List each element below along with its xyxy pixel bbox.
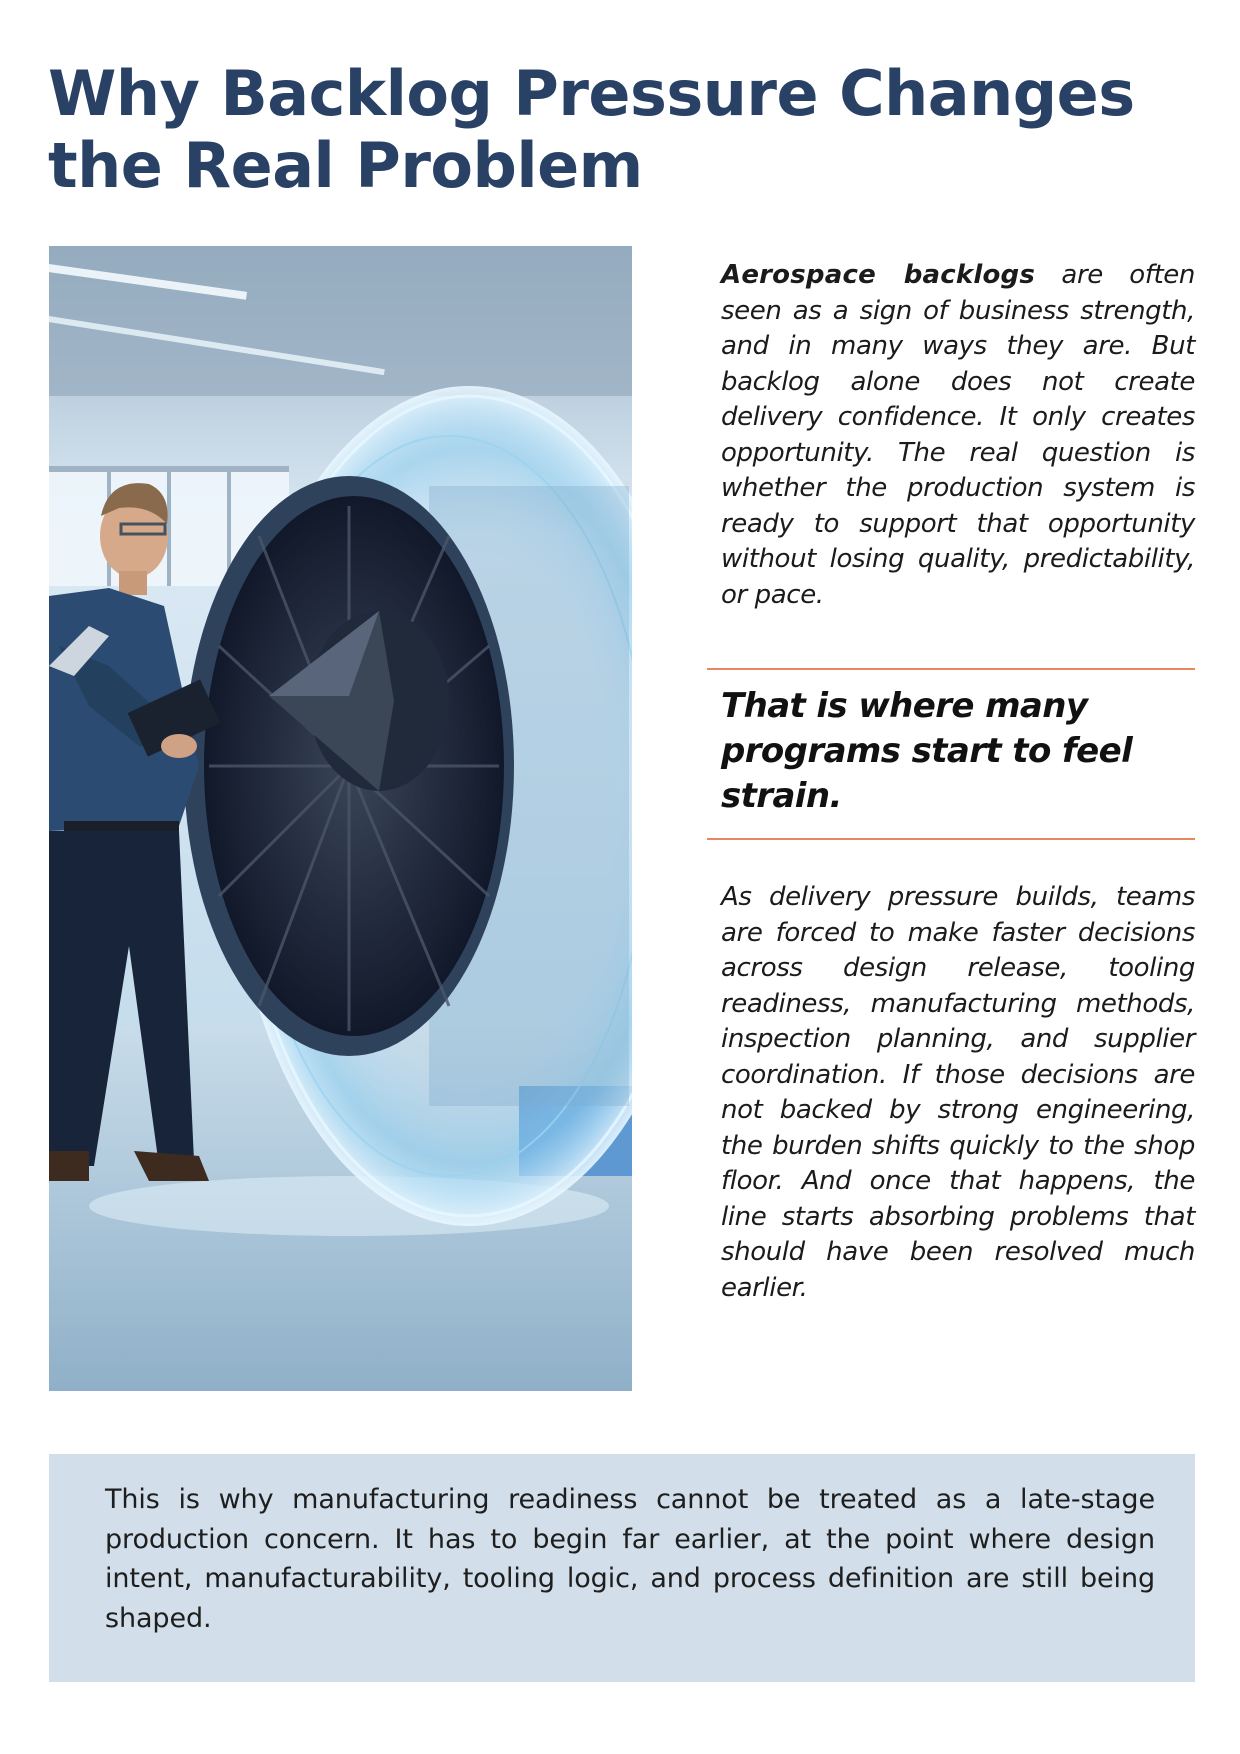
body-paragraph: As delivery pressure builds, teams are forced to make faster decisions across design release, tooling readiness, manufacturing methods, inspection planning, and supplier coordination. If those decisions are not backed by strong engineering, the burden shifts quickly to the shop floor. And once that happens, the line starts absorbing problems that should have been resolved much earlier. [721, 882, 1195, 1303]
pullquote-line-2: programs start to feel [721, 731, 1133, 771]
pullquote-bottom-rule [707, 838, 1195, 840]
pullquote-line-3: strain. [721, 776, 842, 816]
callout-box [49, 1454, 1195, 1682]
callout-text: This is why manufacturing readiness cannot be treated as a late-stage production concern. It has to begin far earlier, at the point where design intent, manufacturability, tooling logic, and process definition are still being shaped. [105, 1484, 1155, 1634]
page-title [48, 58, 1148, 202]
engineer-with-turbofan-hologram-image [49, 246, 632, 1391]
page-title-line-1: Why Backlog Pressure Changes [48, 57, 1135, 130]
page-title-line-2: the Real Problem [48, 129, 643, 202]
intro-text: are often seen as a sign of business strength, and in many ways they are. But backlog alone does not create delivery confidence. It only creates opportunity. The real question is whether the production system is ready to support that opportunity without losing quality, predictability, or pace. [721, 260, 1195, 610]
intro-paragraph [721, 258, 1195, 613]
pullquote-line-1: That is where many [721, 686, 1088, 726]
hero-image [49, 246, 632, 1391]
pullquote [721, 684, 1181, 819]
intro-lead: Aerospace backlogs [721, 260, 1036, 290]
pullquote-top-rule [707, 668, 1195, 670]
